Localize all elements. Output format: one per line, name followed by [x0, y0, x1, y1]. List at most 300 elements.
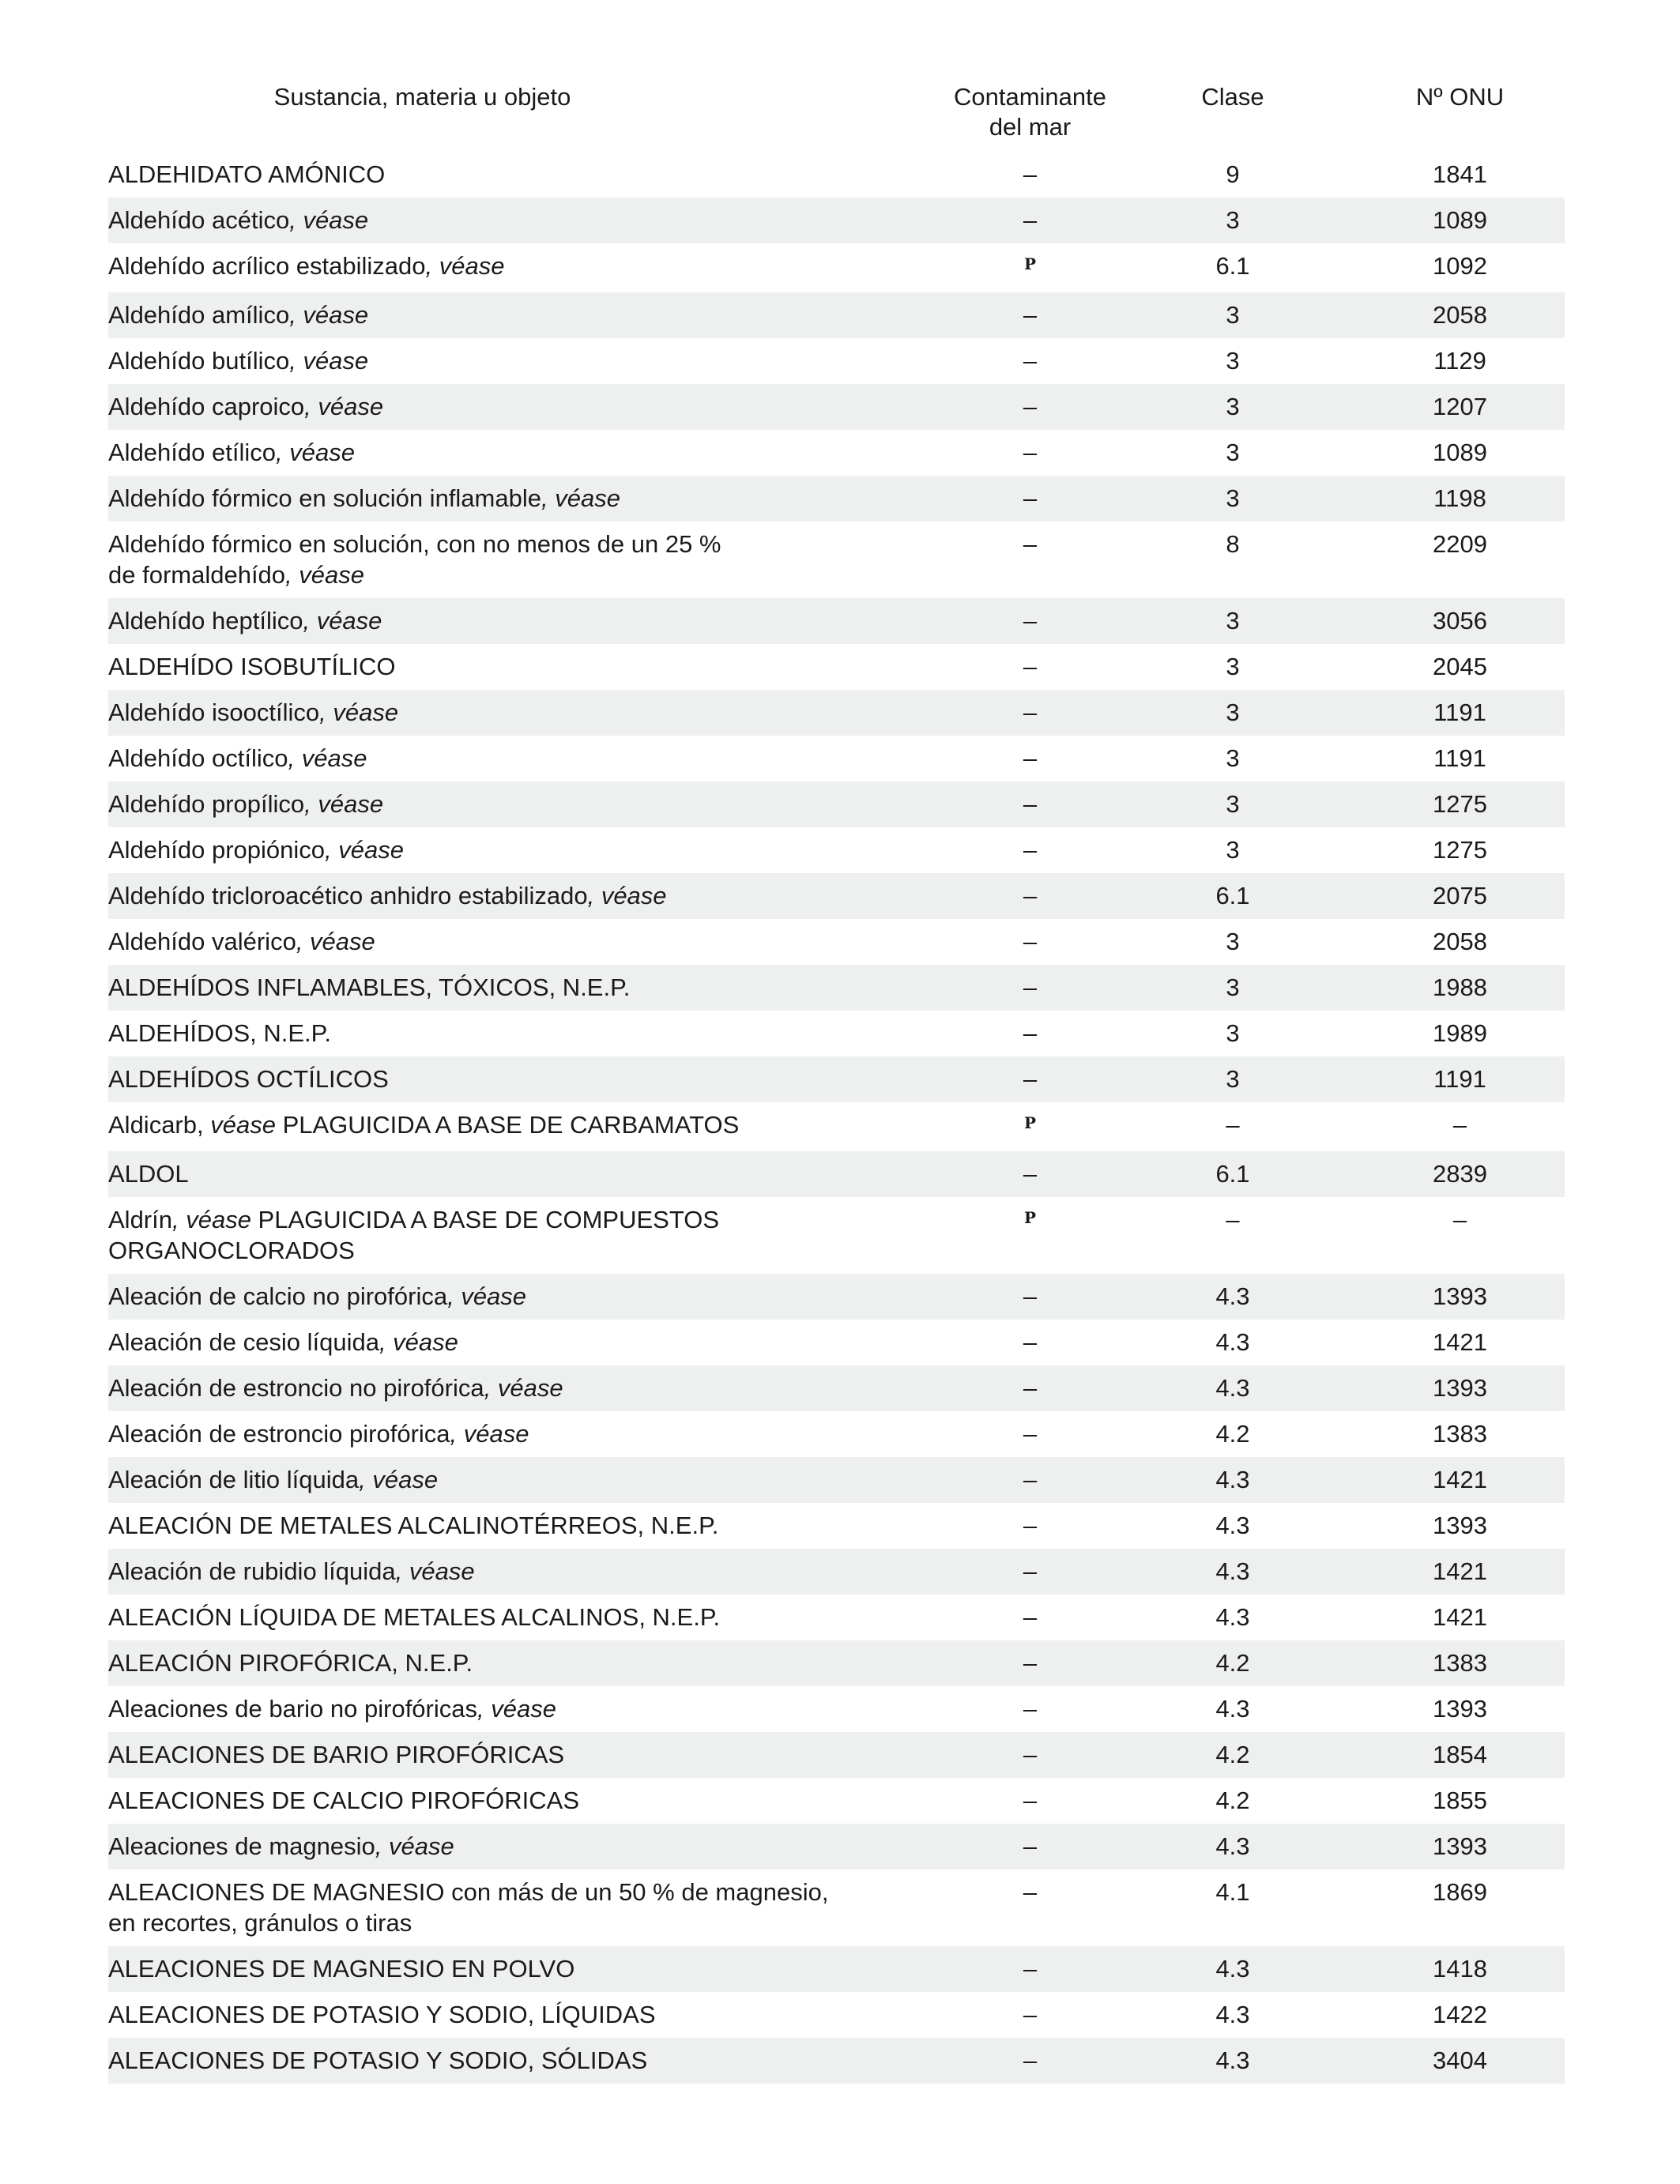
cell-contaminant [950, 1102, 1110, 1151]
cell-onu: 1275 [1433, 836, 1487, 864]
contaminant-value: – [1023, 653, 1038, 680]
see-reference: , véase [171, 1206, 251, 1233]
contaminant-value: – [1023, 1065, 1038, 1093]
see-reference: , véase [304, 790, 384, 818]
cell-contaminant [950, 476, 1110, 522]
cell-clase: 3 [1110, 598, 1355, 644]
cell-substance [108, 1640, 950, 1686]
see-reference: , véase [379, 1328, 458, 1356]
contaminant-value: – [1023, 484, 1038, 512]
substance-name: ALEACIÓN DE METALES ALCALINOTÉRREOS, N.E.P. [108, 1512, 719, 1539]
cell-clase: 3 [1226, 653, 1240, 680]
cell-clase: 3 [1226, 347, 1240, 375]
cell-onu: 1191 [1355, 1056, 1565, 1102]
substance-name-continued: PLAGUICIDA A BASE DE COMPUESTOS [250, 1206, 719, 1233]
header-onu: Nº ONU [1415, 83, 1505, 111]
substance-name: ALDEHIDATO AMÓNICO [108, 160, 386, 188]
see-reference: , véase [325, 836, 404, 864]
table-row [108, 2038, 1565, 2084]
cell-substance [108, 2038, 950, 2084]
cell-substance [108, 243, 950, 292]
cell-contaminant [950, 1824, 1110, 1870]
contaminant-value: – [1023, 1160, 1038, 1188]
table-row [108, 338, 1565, 384]
cell-clase: 8 [1226, 530, 1240, 558]
cell-onu: 3056 [1355, 598, 1565, 644]
see-reference: , véase [375, 1832, 454, 1860]
cell-clase: 3 [1110, 292, 1355, 338]
substance-name: Aldehído fórmico en solución, con no menos de un 25 % [108, 530, 721, 558]
cell-clase: 3 [1226, 744, 1240, 772]
substance-name: Aldehído propiónico [108, 836, 326, 864]
see-reference: , véase [289, 347, 369, 375]
cell-onu: 1421 [1433, 1328, 1487, 1356]
cell-onu: 2075 [1355, 873, 1565, 919]
header-substance: Sustancia, materia u objeto [273, 83, 571, 111]
cell-contaminant [950, 1151, 1110, 1197]
table-row [108, 1102, 1565, 1151]
contaminant-value: – [1023, 1466, 1038, 1493]
cell-contaminant [950, 919, 1110, 965]
see-reference: , véase [289, 206, 369, 234]
cell-substance [108, 1274, 950, 1320]
cell-clase: 3 [1110, 476, 1355, 522]
cell-substance [108, 430, 950, 476]
marine-pollutant-mark: P [1023, 254, 1037, 273]
cell-clase: 9 [1226, 160, 1240, 188]
cell-onu: 1841 [1433, 160, 1487, 188]
cell-onu: 1129 [1433, 347, 1486, 375]
cell-substance [108, 965, 950, 1011]
substance-name-line2: en recortes, gránulos o tiras [108, 1909, 412, 1937]
cell-clase: 4.3 [1110, 1946, 1355, 1992]
table-row [108, 1056, 1565, 1102]
cell-substance [108, 384, 950, 430]
table-row [108, 1320, 1565, 1365]
cell-substance [108, 919, 950, 965]
substance-name-line2: de formaldehído [108, 561, 286, 589]
cell-clase: 4.3 [1110, 1365, 1355, 1411]
document-page [108, 79, 1565, 2084]
contaminant-value: – [1023, 607, 1038, 634]
see-reference: , véase [477, 1695, 556, 1723]
contaminant-value: – [1023, 1557, 1038, 1585]
table-row [108, 1992, 1565, 2038]
table-row [108, 1197, 1565, 1274]
contaminant-value: – [1023, 393, 1038, 420]
table-row [108, 644, 1565, 690]
table-row [108, 736, 1565, 781]
contaminant-value: – [1023, 744, 1038, 772]
cell-contaminant [950, 243, 1110, 292]
see-reference: , véase [285, 561, 364, 589]
see-reference: , véase [359, 1466, 439, 1493]
cell-contaminant [950, 1274, 1110, 1320]
table-row [108, 1824, 1565, 1870]
cell-contaminant [950, 1992, 1110, 2038]
cell-onu: 1089 [1433, 439, 1487, 466]
cell-substance [108, 781, 950, 827]
contaminant-value: – [1023, 206, 1038, 234]
see-reference: , véase [296, 928, 375, 955]
substance-name: Aldehído etílico [108, 439, 276, 466]
substance-name: ALEACIONES DE POTASIO Y SODIO, LÍQUIDAS [108, 2001, 656, 2028]
cell-onu: 1421 [1433, 1603, 1487, 1631]
cell-clase: 3 [1226, 836, 1240, 864]
cell-contaminant [950, 1640, 1110, 1686]
table-row [108, 476, 1565, 522]
cell-substance [108, 1365, 950, 1411]
cell-onu: 1421 [1355, 1457, 1565, 1503]
substance-name: Aldehído acético [108, 206, 290, 234]
see-reference: , véase [450, 1420, 529, 1448]
see-reference: , véase [304, 393, 384, 420]
cell-substance [108, 1151, 950, 1197]
cell-clase: 4.2 [1110, 1732, 1355, 1778]
substance-name: ALEACIÓN LÍQUIDA DE METALES ALCALINOS, N.E.P. [108, 1603, 721, 1631]
cell-contaminant [950, 384, 1110, 430]
contaminant-value: – [1023, 2047, 1038, 2074]
cell-clase: 4.3 [1110, 1549, 1355, 1595]
cell-substance [108, 1011, 950, 1056]
cell-substance [108, 292, 950, 338]
cell-clase: 3 [1226, 928, 1240, 955]
substance-name: Aleación de litio líquida [108, 1466, 360, 1493]
contaminant-value: – [1023, 699, 1038, 726]
cell-onu: 1393 [1355, 1274, 1565, 1320]
substance-name: Aleaciones de magnesio [108, 1832, 375, 1860]
cell-onu: 1393 [1433, 1695, 1487, 1723]
cell-contaminant [950, 1870, 1110, 1946]
contaminant-value: – [1023, 1420, 1038, 1448]
cell-contaminant [950, 1946, 1110, 1992]
cell-clase: 3 [1226, 439, 1240, 466]
cell-onu: 1988 [1355, 965, 1565, 1011]
cell-clase: 6.1 [1110, 1151, 1355, 1197]
cell-clase: – [1226, 1111, 1240, 1139]
cell-contaminant [950, 1320, 1110, 1365]
contaminant-value: – [1023, 530, 1038, 558]
cell-contaminant [950, 430, 1110, 476]
cell-clase: 3 [1110, 690, 1355, 736]
cell-onu: 1422 [1433, 2001, 1487, 2028]
substance-name: Aldehído amílico [108, 301, 290, 329]
contaminant-value: – [1023, 973, 1038, 1001]
cell-contaminant [950, 873, 1110, 919]
cell-clase: 4.3 [1215, 2001, 1250, 2028]
cell-contaminant [950, 522, 1110, 598]
see-reference: , véase [587, 882, 667, 909]
cell-clase: 3 [1110, 384, 1355, 430]
cell-substance [108, 476, 950, 522]
cell-substance [108, 1824, 950, 1870]
table-row [108, 873, 1565, 919]
substance-name: Aldrín [108, 1206, 172, 1233]
table-row [108, 430, 1565, 476]
table-row [108, 1778, 1565, 1824]
cell-onu: 2058 [1355, 292, 1565, 338]
cell-onu: 1869 [1433, 1878, 1487, 1906]
header-contaminant [950, 79, 1110, 152]
substance-name: Aleación de estroncio no pirofórica [108, 1374, 484, 1402]
contaminant-value: – [1023, 1878, 1038, 1906]
contaminant-value: – [1023, 1649, 1038, 1677]
cell-onu: 1275 [1355, 781, 1565, 827]
cell-onu: 1383 [1433, 1420, 1487, 1448]
contaminant-value: – [1023, 928, 1038, 955]
cell-substance [108, 690, 950, 736]
cell-substance [108, 1549, 950, 1595]
cell-contaminant [950, 827, 1110, 873]
cell-onu: 1383 [1355, 1640, 1565, 1686]
cell-substance [108, 1457, 950, 1503]
table-row [108, 1503, 1565, 1549]
cell-clase: 3 [1110, 1056, 1355, 1102]
substance-name: ALDOL [108, 1160, 189, 1188]
table-row [108, 1274, 1565, 1320]
cell-contaminant [950, 338, 1110, 384]
table-row [108, 781, 1565, 827]
cell-contaminant [950, 198, 1110, 243]
cell-clase: 4.3 [1110, 1824, 1355, 1870]
cell-clase: 6.1 [1215, 252, 1250, 280]
cell-contaminant [950, 1056, 1110, 1102]
cell-clase: 4.1 [1215, 1878, 1250, 1906]
table-body [108, 152, 1565, 2084]
contaminant-value: – [1023, 1328, 1038, 1356]
cell-substance [108, 1320, 950, 1365]
cell-contaminant [950, 644, 1110, 690]
cell-clase: 4.2 [1110, 1640, 1355, 1686]
contaminant-value: – [1023, 1019, 1038, 1047]
contaminant-value: – [1023, 790, 1038, 818]
contaminant-value: – [1023, 301, 1038, 329]
contaminant-value: – [1023, 1741, 1038, 1768]
contaminant-value: – [1023, 1695, 1038, 1723]
cell-onu: 1855 [1433, 1787, 1487, 1814]
header-clase: Clase [1201, 83, 1264, 111]
substance-name: Aldehído heptílico [108, 607, 303, 634]
see-reference: , véase [303, 607, 382, 634]
substance-name: ALEACIONES DE MAGNESIO con más de un 50 % de magnesio, [108, 1878, 829, 1906]
substance-name-continued: PLAGUICIDA A BASE DE CARBAMATOS [275, 1111, 740, 1139]
table-row [108, 1011, 1565, 1056]
substance-name: ALDEHÍDOS INFLAMABLES, TÓXICOS, N.E.P. [108, 973, 631, 1001]
cell-contaminant [950, 1411, 1110, 1457]
cell-onu: 2839 [1355, 1151, 1565, 1197]
table-row [108, 827, 1565, 873]
cell-clase: 3 [1110, 965, 1355, 1011]
substance-name-line2: ORGANOCLORADOS [108, 1237, 355, 1264]
cell-contaminant [950, 736, 1110, 781]
cell-onu: 1393 [1433, 1512, 1487, 1539]
substance-name: Aldehído tricloroacético anhidro estabilizado [108, 882, 588, 909]
contaminant-value: – [1023, 836, 1038, 864]
cell-onu: 1854 [1355, 1732, 1565, 1778]
table-row [108, 522, 1565, 598]
contaminant-value: – [1023, 439, 1038, 466]
cell-onu: 1191 [1433, 744, 1486, 772]
cell-contaminant [950, 152, 1110, 198]
cell-substance [108, 1992, 950, 2038]
cell-substance [108, 827, 950, 873]
cell-contaminant [950, 1732, 1110, 1778]
see-reference: , véase [275, 439, 355, 466]
table-row [108, 919, 1565, 965]
table-row [108, 1457, 1565, 1503]
cell-contaminant [950, 1595, 1110, 1640]
substance-name: Aldehído propílico [108, 790, 305, 818]
table-row [108, 1411, 1565, 1457]
marine-pollutant-mark: P [1023, 1113, 1037, 1132]
substance-name: Aleación de rubidio líquida [108, 1557, 396, 1585]
see-reference: , véase [425, 252, 505, 280]
cell-contaminant [950, 1549, 1110, 1595]
substance-name: ALEACIONES DE BARIO PIROFÓRICAS [108, 1741, 565, 1768]
cell-substance [108, 1732, 950, 1778]
table-row [108, 243, 1565, 292]
substance-name: ALEACIONES DE CALCIO PIROFÓRICAS [108, 1787, 580, 1814]
cell-contaminant [950, 1686, 1110, 1732]
cell-onu: 2209 [1433, 530, 1487, 558]
cell-onu: 1207 [1355, 384, 1565, 430]
cell-substance [108, 338, 950, 384]
cell-substance [108, 1503, 950, 1549]
substance-name: Aldicarb, [108, 1111, 211, 1139]
contaminant-value: – [1023, 160, 1038, 188]
substance-name: Aldehído caproico [108, 393, 305, 420]
cell-substance [108, 1197, 950, 1274]
substance-name: Aldehído acrílico estabilizado [108, 252, 426, 280]
cell-clase: 4.3 [1110, 1274, 1355, 1320]
cell-clase: 4.2 [1215, 1420, 1250, 1448]
substance-name: Aldehído butílico [108, 347, 290, 375]
substance-name: Aleación de cesio líquida [108, 1328, 379, 1356]
table-row [108, 1151, 1565, 1197]
see-reference: , véase [395, 1557, 475, 1585]
cell-contaminant [950, 598, 1110, 644]
contaminant-value: – [1023, 1832, 1038, 1860]
cell-onu: 1198 [1355, 476, 1565, 522]
cell-onu: 2045 [1433, 653, 1487, 680]
cell-substance [108, 1056, 950, 1102]
cell-substance [108, 1778, 950, 1824]
table-header-row [108, 79, 1565, 152]
cell-onu: 1418 [1355, 1946, 1565, 1992]
cell-substance [108, 1946, 950, 1992]
substance-name: Aldehído isooctílico [108, 699, 320, 726]
see-reference: , véase [288, 744, 367, 772]
cell-contaminant [950, 1778, 1110, 1824]
see-reference: véase [210, 1111, 276, 1139]
table-row [108, 1549, 1565, 1595]
table-row [108, 598, 1565, 644]
cell-substance [108, 1411, 950, 1457]
see-reference: , véase [447, 1282, 527, 1310]
header-contaminant-line1: Contaminante [953, 83, 1106, 111]
contaminant-value: – [1023, 1282, 1038, 1310]
cell-onu: 1421 [1355, 1549, 1565, 1595]
cell-clase: 4.2 [1215, 1787, 1250, 1814]
marine-pollutant-mark: P [1023, 1208, 1037, 1227]
header-contaminant-line2: del mar [989, 113, 1072, 141]
see-reference: , véase [319, 699, 399, 726]
cell-clase: 4.3 [1215, 1328, 1250, 1356]
table-row [108, 384, 1565, 430]
table-row [108, 965, 1565, 1011]
table-row [108, 152, 1565, 198]
cell-contaminant [950, 1365, 1110, 1411]
cell-substance [108, 598, 950, 644]
cell-contaminant [950, 965, 1110, 1011]
cell-substance [108, 1870, 950, 1946]
contaminant-value: – [1023, 1955, 1038, 1983]
cell-contaminant [950, 690, 1110, 736]
substance-name: Aldehído octílico [108, 744, 288, 772]
cell-substance [108, 198, 950, 243]
see-reference: , véase [541, 484, 620, 512]
cell-onu: 1092 [1433, 252, 1487, 280]
substance-name: ALDEHÍDOS OCTÍLICOS [108, 1065, 389, 1093]
cell-clase: 4.3 [1215, 1512, 1250, 1539]
cell-clase: 3 [1110, 198, 1355, 243]
cell-clase: 4.3 [1110, 1457, 1355, 1503]
cell-contaminant [950, 1503, 1110, 1549]
cell-onu: – [1452, 1206, 1467, 1233]
see-reference: , véase [484, 1374, 563, 1402]
table-row [108, 198, 1565, 243]
contaminant-value: – [1023, 882, 1038, 909]
cell-substance [108, 873, 950, 919]
table-row [108, 1365, 1565, 1411]
substance-name: Aleación de calcio no pirofórica [108, 1282, 448, 1310]
contaminant-value: – [1023, 1512, 1038, 1539]
substance-name: ALEACIONES DE MAGNESIO EN POLVO [108, 1955, 575, 1983]
cell-contaminant [950, 781, 1110, 827]
cell-onu: 1393 [1355, 1824, 1565, 1870]
cell-clase: – [1226, 1206, 1240, 1233]
see-reference: , véase [289, 301, 369, 329]
contaminant-value: – [1023, 347, 1038, 375]
cell-substance [108, 1102, 950, 1151]
table-row [108, 1946, 1565, 1992]
table-row [108, 1732, 1565, 1778]
cell-contaminant [950, 1197, 1110, 1274]
contaminant-value: – [1023, 2001, 1038, 2028]
table-row [108, 690, 1565, 736]
cell-onu: 1089 [1355, 198, 1565, 243]
cell-clase: 4.3 [1110, 2038, 1355, 2084]
cell-substance [108, 1595, 950, 1640]
cell-contaminant [950, 1011, 1110, 1056]
substance-name: Aleación de estroncio pirofórica [108, 1420, 450, 1448]
substance-name: Aldehído valérico [108, 928, 296, 955]
substance-name: ALDEHÍDOS, N.E.P. [108, 1019, 331, 1047]
cell-clase: 6.1 [1110, 873, 1355, 919]
cell-onu: 1989 [1433, 1019, 1487, 1047]
table-row [108, 1640, 1565, 1686]
substance-name: ALEACIONES DE POTASIO Y SODIO, SÓLIDAS [108, 2047, 648, 2074]
cell-onu: 2058 [1433, 928, 1487, 955]
table-row [108, 1870, 1565, 1946]
cell-substance [108, 1686, 950, 1732]
contaminant-value: – [1023, 1787, 1038, 1814]
cell-clase: 3 [1110, 781, 1355, 827]
contaminant-value: – [1023, 1374, 1038, 1402]
cell-contaminant [950, 1457, 1110, 1503]
cell-contaminant [950, 292, 1110, 338]
table-row [108, 292, 1565, 338]
